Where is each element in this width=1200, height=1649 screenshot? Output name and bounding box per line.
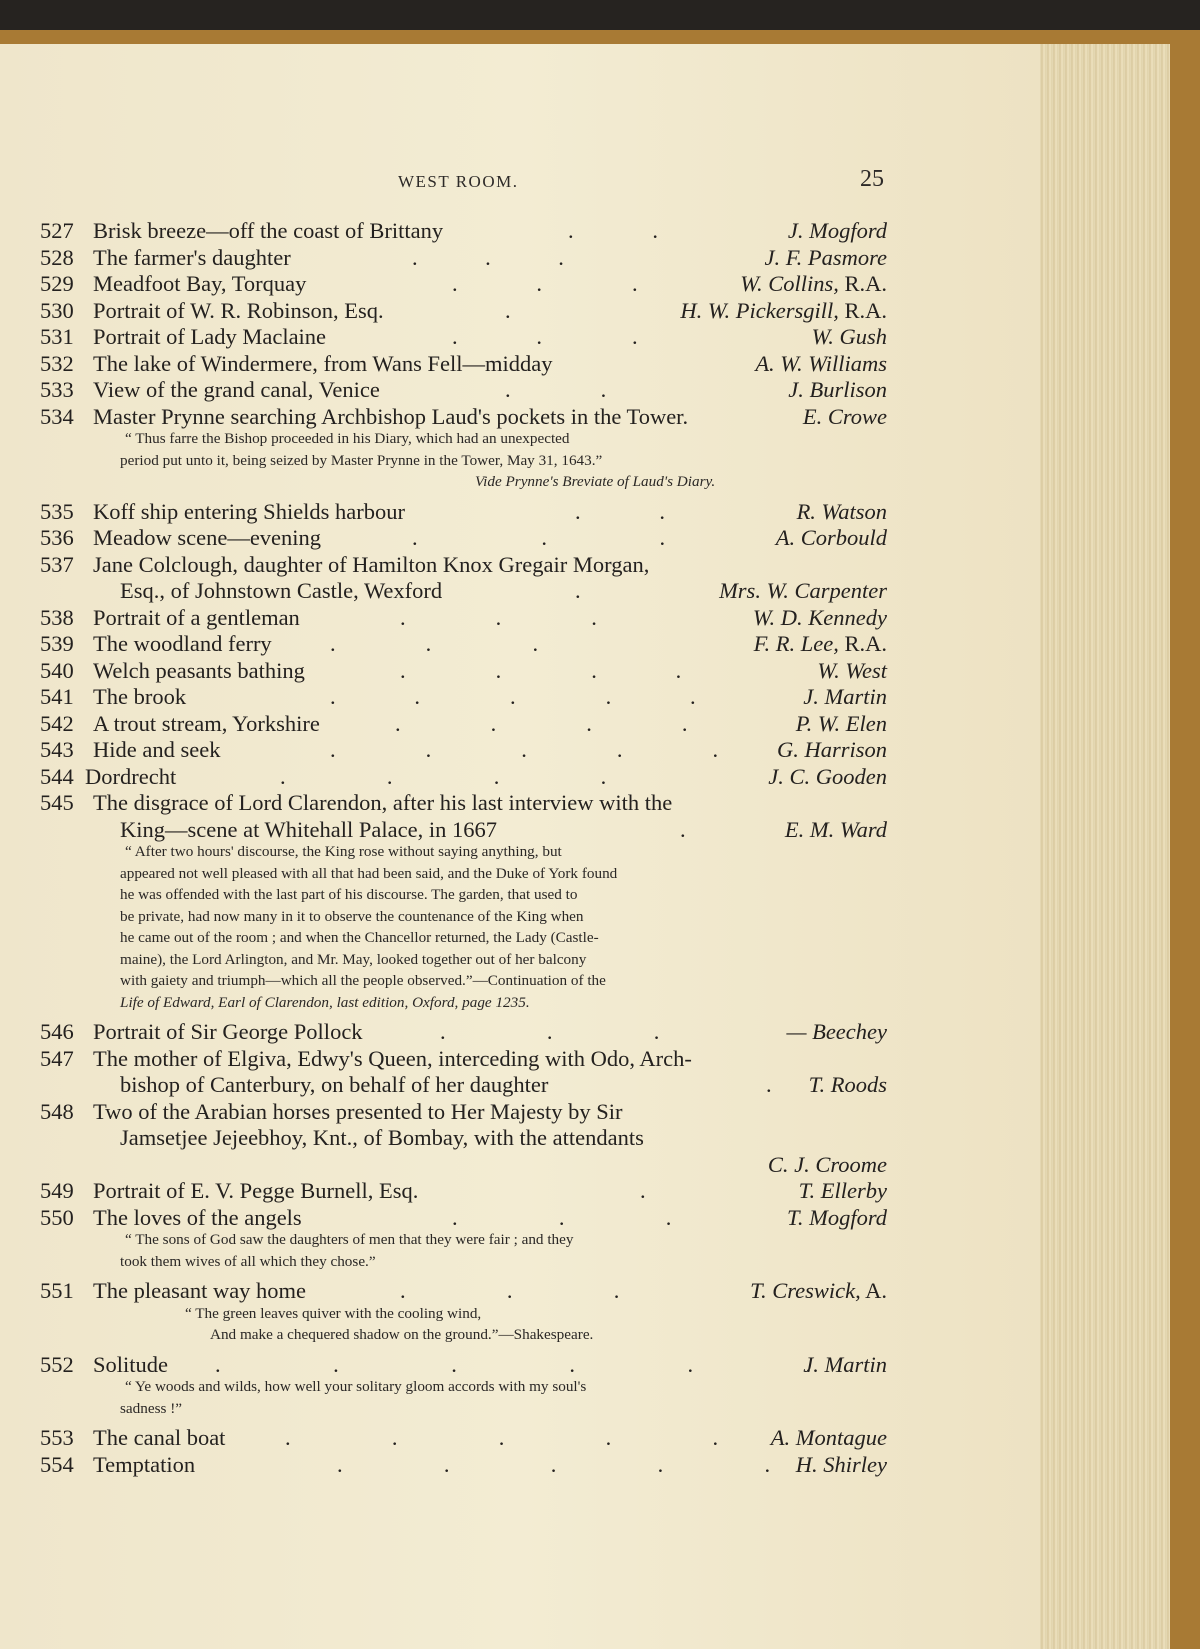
entry-artist: J. Burlison — [788, 377, 887, 402]
room-heading: WEST ROOM. — [398, 172, 519, 191]
entry-number: 533 — [40, 377, 74, 402]
entry-number: 537 — [40, 551, 74, 577]
quote-line: maine), the Lord Arlington, and Mr. May, looked together out of her balcony — [120, 950, 587, 968]
entry-number: 548 — [40, 1098, 74, 1124]
entry-number: 527 — [40, 218, 74, 243]
entry-number: 538 — [40, 604, 74, 630]
entry-artist: T. Roods — [808, 1072, 887, 1097]
entry-title: Portrait of E. V. Pegge Burnell, Esq. — [93, 1178, 419, 1203]
quote-line: he came out of the room ; and when the Chancellor returned, the Lady (Castle- — [120, 929, 599, 946]
leader-dots: . . . . . . — [215, 1351, 812, 1377]
leader-dots: . . . — [400, 1278, 620, 1303]
leader-dots: . — [640, 1178, 646, 1203]
entry-547-continuation — [0, 1072, 1040, 1099]
entry-artist: A. Corbould — [775, 525, 887, 550]
quote-line: period put unto it, being seized by Master Prynne in the Tower, May 31, 1643.” — [120, 451, 603, 469]
leader-dots: . . . — [412, 244, 564, 270]
leader-dots: . . — [575, 498, 665, 524]
leader-dots: . . — [568, 218, 658, 243]
entry-542 — [0, 711, 1040, 738]
entry-number: 545 — [40, 790, 74, 815]
entry-artist: F. R. Lee, R.A. — [753, 631, 887, 656]
entry-artist: W. D. Kennedy — [752, 604, 887, 630]
entry-536 — [0, 525, 1040, 552]
entry-title: A trout stream, Yorkshire — [93, 710, 320, 736]
entry-545 — [0, 790, 1040, 817]
entry-552 — [0, 1352, 1040, 1379]
entry-538 — [0, 605, 1040, 632]
entry-artist: H. Shirley — [795, 1451, 887, 1477]
entry-title: Brisk breeze—off the coast of Brittany — [93, 218, 444, 243]
entry-artist: E. Crowe — [802, 403, 887, 429]
quote-line: Life of Edward, Earl of Clarendon, last edition, Oxford, page 1235. — [120, 993, 530, 1011]
entry-number: 552 — [40, 1351, 74, 1377]
entry-title: Koff ship entering Shields harbour — [93, 498, 406, 524]
entry-artist: J. Martin — [803, 1351, 887, 1377]
leader-dots: . . . . — [280, 763, 607, 789]
entry-number: 553 — [40, 1425, 74, 1450]
entry-541 — [0, 684, 1040, 711]
quote-line: he was offended with the last part of his discourse. The garden, that used to — [120, 886, 578, 903]
entry-artist: J. F. Pasmore — [764, 244, 887, 270]
entry-532 — [0, 351, 1040, 378]
entry-title: Portrait of W. R. Robinson, Esq. — [93, 297, 384, 323]
entry-548-continuation — [0, 1125, 1040, 1152]
quote-source: Vide Prynne's Breviate of Laud's Diary. — [475, 473, 716, 490]
page-number: 25 — [860, 166, 884, 192]
entry-title: Jane Colclough, daughter of Hamilton Knox Gregair Morgan, — [93, 551, 650, 577]
leader-dots: . . . . . — [337, 1451, 771, 1477]
entry-548-artist-line — [0, 1152, 1040, 1179]
leader-dots: . — [680, 816, 686, 842]
leader-dots: . . . . . — [330, 684, 696, 709]
leader-dots: . . . — [412, 525, 666, 550]
entry-artist: T. Creswick, A. — [750, 1278, 887, 1303]
entry-artist: P. W. Elen — [795, 710, 887, 736]
entry-529 — [0, 271, 1040, 298]
entry-number: 539 — [40, 631, 74, 656]
entry-546 — [0, 1019, 1040, 1046]
entry-title-continuation: Jamsetjee Jejeebhoy, Knt., of Bombay, with the attendants — [120, 1125, 644, 1150]
entry-554 — [0, 1452, 1040, 1479]
entry-title-continuation: King—scene at Whitehall Palace, in 1667 — [120, 816, 497, 842]
entry-549 — [0, 1178, 1040, 1205]
entry-number: 541 — [40, 684, 74, 709]
entry-553 — [0, 1425, 1040, 1452]
entry-number: 535 — [40, 498, 74, 524]
entry-title: Temptation — [93, 1451, 196, 1477]
entry-number: 542 — [40, 710, 74, 736]
entry-number: 547 — [40, 1045, 74, 1071]
entry-551 — [0, 1278, 1040, 1305]
entry-title: The farmer's daughter — [93, 244, 291, 270]
entry-533 — [0, 377, 1040, 404]
leader-dots: . . . — [452, 271, 638, 296]
entry-535 — [0, 499, 1040, 526]
entry-number: 549 — [40, 1178, 74, 1203]
quote-line: “ Thus farre the Bishop proceeded in his Diary, which had an unexpected — [125, 430, 570, 447]
entry-title: Meadfoot Bay, Torquay — [93, 271, 307, 296]
entry-title: The disgrace of Lord Clarendon, after his last interview with the — [93, 790, 673, 815]
entry-number: 544 — [40, 763, 74, 789]
quote-line: be private, had now many in it to observe the countenance of the King when — [120, 907, 584, 925]
entry-artist: T. Mogford — [786, 1204, 887, 1230]
entry-artist: R. Watson — [796, 498, 887, 524]
entry-number: 550 — [40, 1204, 74, 1230]
entry-artist: J. C. Gooden — [768, 763, 887, 789]
entry-title: Portrait of Sir George Pollock — [93, 1019, 363, 1044]
entry-527 — [0, 218, 1040, 245]
entry-548 — [0, 1099, 1040, 1126]
entry-544 — [0, 764, 1040, 791]
quote-line: sadness !” — [120, 1399, 182, 1417]
entry-number: 531 — [40, 324, 74, 349]
entry-title: Portrait of Lady Maclaine — [93, 324, 327, 349]
quote-line: And make a chequered shadow on the ground.”—Shakespeare. — [210, 1326, 594, 1343]
entry-artist: H. W. Pickersgill, R.A. — [680, 297, 887, 323]
entry-number: 554 — [40, 1451, 74, 1477]
entry-528 — [0, 245, 1040, 272]
running-header — [0, 168, 1040, 198]
entry-number: 543 — [40, 737, 74, 762]
entry-artist: E. M. Ward — [784, 816, 887, 842]
leader-dots: . . . . — [395, 710, 688, 736]
leader-dots: . . . — [452, 324, 638, 349]
leader-dots: . . . . — [400, 657, 682, 683]
entry-title: The mother of Elgiva, Edwy's Queen, interceding with Odo, Arch- — [93, 1045, 692, 1071]
leader-dots: . . . — [330, 631, 539, 656]
quote-line: “ Ye woods and wilds, how well your solitary gloom accords with my soul's — [125, 1378, 587, 1395]
entry-number: 532 — [40, 350, 74, 376]
entry-title: Solitude — [93, 1351, 169, 1377]
entry-531 — [0, 324, 1040, 351]
leader-dots: . . . . . — [285, 1425, 719, 1450]
entry-artist: W. Gush — [811, 324, 887, 349]
entry-547 — [0, 1046, 1040, 1073]
leader-dots: . . . — [440, 1019, 660, 1044]
quote-line: appeared not well pleased with all that had been said, and the Duke of York found — [120, 864, 618, 882]
entry-artist: W. West — [817, 657, 887, 683]
entry-543 — [0, 737, 1040, 764]
entry-artist: J. Mogford — [787, 218, 887, 243]
entry-title: The loves of the angels — [93, 1204, 302, 1230]
entry-number: 528 — [40, 244, 74, 270]
entry-540 — [0, 658, 1040, 685]
entry-530 — [0, 298, 1040, 325]
quote-line: took them wives of all which they chose.” — [120, 1252, 376, 1270]
entry-artist: C. J. Croome — [767, 1151, 887, 1177]
entry-artist: A. W. Williams — [755, 350, 887, 376]
entry-artist: — Beechey — [786, 1019, 887, 1044]
entry-artist: G. Harrison — [776, 737, 887, 762]
entry-title: Master Prynne searching Archbishop Laud's pockets in the Tower. — [93, 403, 689, 429]
entry-537 — [0, 552, 1040, 579]
entry-number: 536 — [40, 525, 74, 550]
entry-550 — [0, 1205, 1040, 1232]
quote-line: “ The sons of God saw the daughters of men that they were fair ; and they — [125, 1231, 574, 1248]
entry-title: Two of the Arabian horses presented to Her Majesty by Sir — [93, 1098, 623, 1124]
entry-artist: T. Ellerby — [798, 1178, 887, 1203]
page-edges — [1040, 44, 1170, 1649]
entry-title-continuation: bishop of Canterbury, on behalf of her daughter — [120, 1072, 549, 1097]
entry-534 — [0, 404, 1040, 431]
quote-line: “ After two hours' discourse, the King rose without saying anything, but — [125, 843, 562, 860]
entry-artist: A. Montague — [770, 1425, 887, 1450]
entry-number: 534 — [40, 403, 74, 429]
leader-dots: . . . — [400, 604, 597, 630]
quote-line: with gaiety and triumph—which all the people observed.”—Continuation of the — [120, 972, 606, 989]
entry-number: 529 — [40, 271, 74, 296]
entry-title: The brook — [93, 684, 187, 709]
entry-title: The woodland ferry — [93, 631, 272, 656]
entry-title: Welch peasants bathing — [93, 657, 305, 683]
entry-number: 546 — [40, 1019, 74, 1044]
entry-title: Hide and seek — [93, 737, 221, 762]
entry-539 — [0, 631, 1040, 658]
entry-title-continuation: Esq., of Johnstown Castle, Wexford — [120, 578, 443, 603]
leader-dots: . — [505, 297, 511, 323]
entry-title: Meadow scene—evening — [93, 525, 322, 550]
leader-dots: . — [575, 578, 581, 603]
entry-title: The canal boat — [93, 1425, 226, 1450]
entry-artist: W. Collins, R.A. — [740, 271, 887, 296]
entry-number: 540 — [40, 657, 74, 683]
entry-title: Dordrecht — [85, 763, 177, 789]
entry-545-continuation — [0, 817, 1040, 844]
entry-title: Portrait of a gentleman — [93, 604, 300, 630]
entry-title: The pleasant way home — [93, 1278, 307, 1303]
leader-dots: . — [766, 1072, 772, 1097]
entry-list — [0, 218, 1040, 1478]
entry-artist: J. Martin — [803, 684, 887, 709]
leader-dots: . . — [505, 377, 607, 402]
entry-number: 530 — [40, 297, 74, 323]
entry-title: The lake of Windermere, from Wans Fell—midday — [93, 350, 553, 376]
entry-artist: Mrs. W. Carpenter — [719, 578, 887, 603]
entry-title: View of the grand canal, Venice — [93, 377, 380, 402]
leader-dots: . . . . . — [330, 737, 719, 762]
quote-line: “ The green leaves quiver with the cooling wind, — [185, 1304, 482, 1322]
leader-dots: . . . — [452, 1204, 672, 1230]
entry-number: 551 — [40, 1278, 74, 1303]
entry-537-continuation — [0, 578, 1040, 605]
